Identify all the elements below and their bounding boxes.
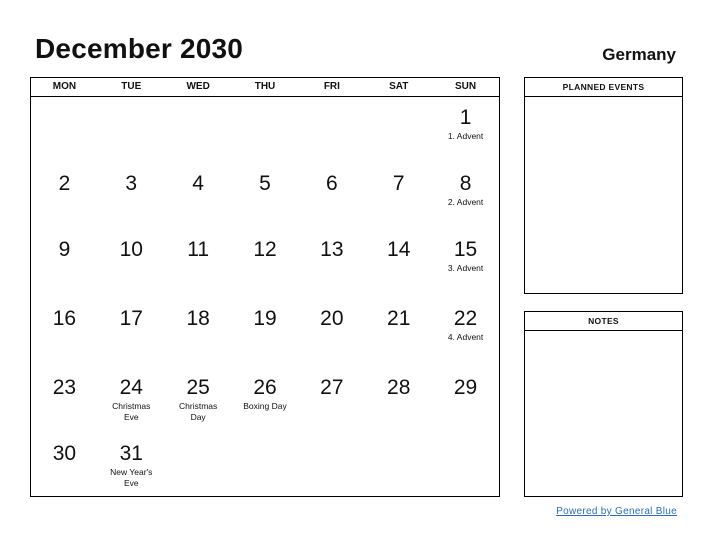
day-number: 24 [119,376,143,399]
weekday-header-row [31,78,499,97]
day-cell [98,163,165,229]
holiday-label: Boxing Day [243,401,287,411]
holiday-label: 1. Advent [447,131,484,141]
weekday-mon: MON [52,81,77,92]
day-number: 11 [187,238,210,261]
day-cell [98,367,165,433]
day-number: 14 [387,238,411,261]
weekday-sun: SUN [455,81,477,92]
holiday-label: Christmas Day [179,401,218,422]
day-number: 15 [453,238,478,261]
calendar-body [31,97,499,496]
day-number: 26 [253,376,277,399]
day-cell [365,97,432,163]
day-cell [165,367,232,433]
day-number: 10 [119,238,143,261]
day-cell [365,229,432,298]
powered-by-link[interactable]: Powered by General Blue [556,506,677,517]
day-number: 27 [320,376,344,399]
day-cell [298,433,365,496]
day-number: 28 [387,376,411,399]
calendar-grid [30,77,500,497]
day-cell [31,433,98,496]
day-number: 18 [186,307,210,330]
day-cell [165,163,232,229]
notes-panel [524,311,683,497]
day-number: 8 [459,172,472,195]
day-cell [432,433,499,496]
day-cell [432,163,499,229]
day-cell [298,97,365,163]
planned-events-panel [524,77,683,294]
country-label: Germany [602,45,676,64]
day-cell [31,298,98,367]
day-number: 16 [52,307,77,330]
day-cell [31,229,98,298]
day-cell [365,433,432,496]
day-cell [98,229,165,298]
weekday-fri: FRI [323,81,340,92]
day-number: 13 [320,238,344,261]
holiday-label: New Year's Eve [110,467,153,488]
day-cell [98,433,165,496]
day-number: 1 [459,106,472,129]
day-cell [165,433,232,496]
day-number: 21 [387,307,411,330]
day-cell [298,298,365,367]
day-cell [232,433,299,496]
day-number: 29 [453,376,478,399]
day-number: 17 [119,307,143,330]
day-number: 25 [186,376,210,399]
day-number: 9 [58,238,71,261]
day-number: 19 [253,307,277,330]
day-number: 20 [320,307,344,330]
day-cell [232,367,299,433]
day-cell [31,163,98,229]
day-cell [98,298,165,367]
holiday-label: 2. Advent [447,197,484,207]
day-cell [432,298,499,367]
day-cell [165,298,232,367]
day-cell [365,367,432,433]
day-number: 2 [58,172,71,195]
day-cell [31,367,98,433]
day-number: 3 [125,172,138,195]
day-cell [432,229,499,298]
holiday-label: 3. Advent [447,263,484,273]
day-cell [432,367,499,433]
notes-title: NOTES [525,312,682,331]
day-cell [232,97,299,163]
day-number: 23 [52,376,77,399]
day-cell [165,229,232,298]
weekday-thu: THU [254,81,276,92]
day-cell [298,367,365,433]
day-cell [232,163,299,229]
day-cell [232,298,299,367]
planned-events-title: PLANNED EVENTS [525,78,682,97]
day-number: 30 [52,442,77,465]
weekday-sat: SAT [389,81,409,92]
day-cell [298,229,365,298]
day-cell [298,163,365,229]
day-number: 6 [326,172,338,195]
page-title: December 2030 [35,33,244,64]
day-number: 22 [453,307,478,330]
weekday-tue: TUE [121,81,142,92]
day-cell [31,97,98,163]
day-cell [365,163,432,229]
day-number: 5 [259,172,271,195]
day-cell [232,229,299,298]
day-cell [165,97,232,163]
weekday-wed: WED [186,81,210,92]
holiday-label: Christmas Eve [112,401,151,422]
day-cell [365,298,432,367]
day-number: 12 [253,238,277,261]
holiday-label: 4. Advent [447,332,484,342]
day-number: 31 [119,442,143,465]
day-cell [432,97,499,163]
day-number: 7 [392,172,405,195]
day-number: 4 [192,172,204,195]
day-cell [98,97,165,163]
